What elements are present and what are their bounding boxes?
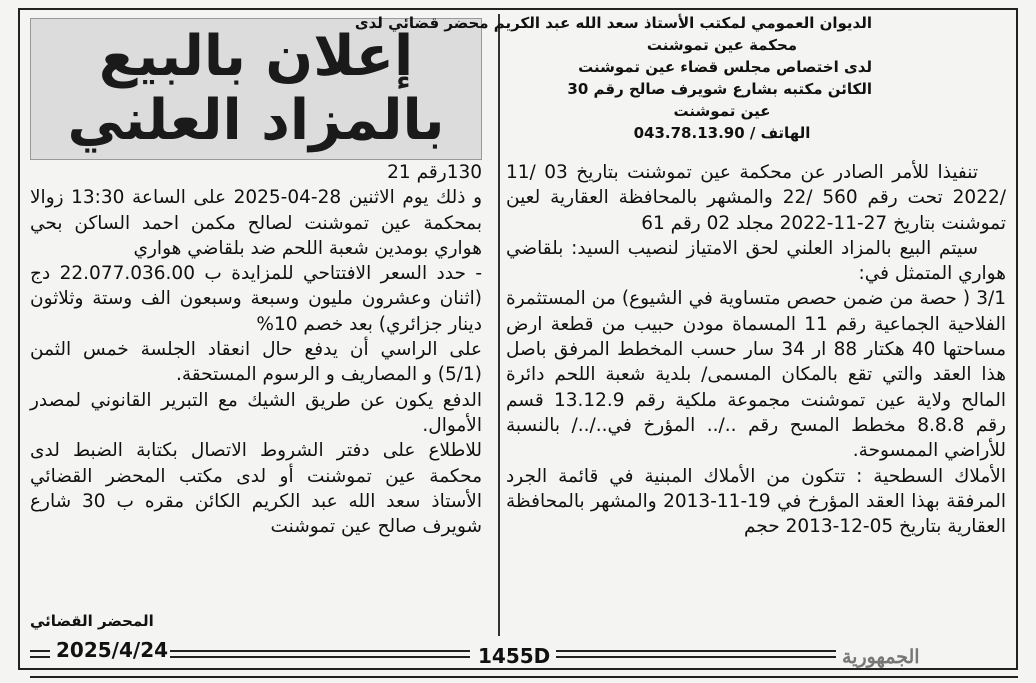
footer-rule (30, 650, 50, 652)
paragraph: و ذلك يوم الاثنين 28-04-2025 على الساعة 13:30 زوالا بمحكمة عين تموشنت لصالح مكمن احمد الساكن بحي هواري بومدين شعبة اللحم ضد بلقاضي هواري (30, 187, 482, 259)
ad-text-right-column (506, 160, 1006, 539)
paragraph: للاطلاع على دفتر الشروط الاتصال بكتابة الضبط لدى محكمة عين تموشنت أو لدى مكتب المحضر القضائي الأستاذ سعد الله عبد الكريم الكائن مقره ب 30 شارع شويرف صالح عين تموشنت (30, 440, 482, 538)
header-line: الكائن مكتبه بشارع شويرف صالح رقم 30 (567, 80, 872, 98)
footer-rule (30, 656, 50, 658)
footer-rule (170, 656, 470, 658)
ad-title-banner (30, 18, 482, 160)
paragraph: تنفيذا للأمر الصادر عن محكمة عين تموشنت بتاريخ 03 /11 /2022 تحت رقم 560 /22 والمشهر بالمحافظة العقارية لعين تموشنت بتاريخ 27-11-2022 مجلد 02 رقم 61 (506, 162, 1006, 234)
issue-code: 1455D (478, 644, 551, 668)
header-line: محكمة عين تموشنت (646, 36, 798, 54)
paragraph: سيتم البيع بالمزاد العلني لحق الامتياز لنصيب السيد: بلقاضي هواري المتمثل في: (506, 237, 1006, 285)
paragraph: الدفع يكون عن طريق الشيك مع التبرير القانوني لمصدر الأموال. (30, 389, 482, 436)
column-divider (498, 14, 500, 636)
bottom-rule (30, 676, 1018, 678)
paragraph: على الراسي أن يدفع حال انعقاد الجلسة خمس الثمن (5/1) و المصاريف و الرسوم المستحقة. (30, 339, 482, 386)
header-line: عين تموشنت (673, 102, 771, 120)
ad-title-line-1: إعلان بالبيع (98, 24, 414, 89)
footer-rule (556, 650, 836, 652)
notary-office-header (354, 12, 872, 144)
paragraph: 3/1 ( حصة من ضمن حصص متساوية في الشيوع) من المستثمرة الفلاحية الجماعية رقم 11 المسماة مودن حبيب من قطعة ارض مساحتها 40 هكتار 88 ار 34 سار حسب المخطط المرفق باصل هذا العقد والتي تقع بالمكان المسمى/ بلدية شعبة اللحم دائرة المالح ولاية عين تموشنت مجموعة ملكية رقم 13.12.9 قسم رقم 8.8.8 مخطط المسح رقم ../.. المؤرخ في../../ بالنسبة للأراضي الممسوحة. (506, 288, 1007, 462)
header-phone: الهاتف / 043.78.13.90 (633, 124, 811, 142)
footer-rule (170, 650, 470, 652)
paragraph: - حدد السعر الافتتاحي للمزايدة ب 22.077.036.00 دج (اثنان وعشرون مليون وسبعة وسبعون الف وستة وثلاثون دينار جزائري) بعد خصم 10% (30, 263, 482, 335)
publication-date: 2025/4/24 (56, 638, 169, 662)
footer-rule (556, 656, 836, 658)
notary-signature: المحضر القضائي (30, 612, 154, 630)
newspaper-logo: الجمهورية (842, 646, 920, 668)
ad-title-line-2: بالمزاد العلني (67, 88, 445, 153)
header-line: لدى اختصاص مجلس قضاء عين تموشنت (578, 58, 872, 76)
paragraph: الأملاك السطحية : تتكون من الأملاك المبنية في قائمة الجرد المرفقة بهذا العقد المؤرخ في 19-11-2013 والمشهر بالمحافظة العقارية بتاريخ 05-12-2013 حجم (506, 465, 1006, 538)
paragraph: 130رقم 21 (387, 162, 482, 183)
ad-text-left-column (30, 160, 482, 539)
header-line: الديوان العمومي لمكتب الأستاذ سعد الله عبد الكريم محضر قضائي لدى (354, 14, 872, 32)
